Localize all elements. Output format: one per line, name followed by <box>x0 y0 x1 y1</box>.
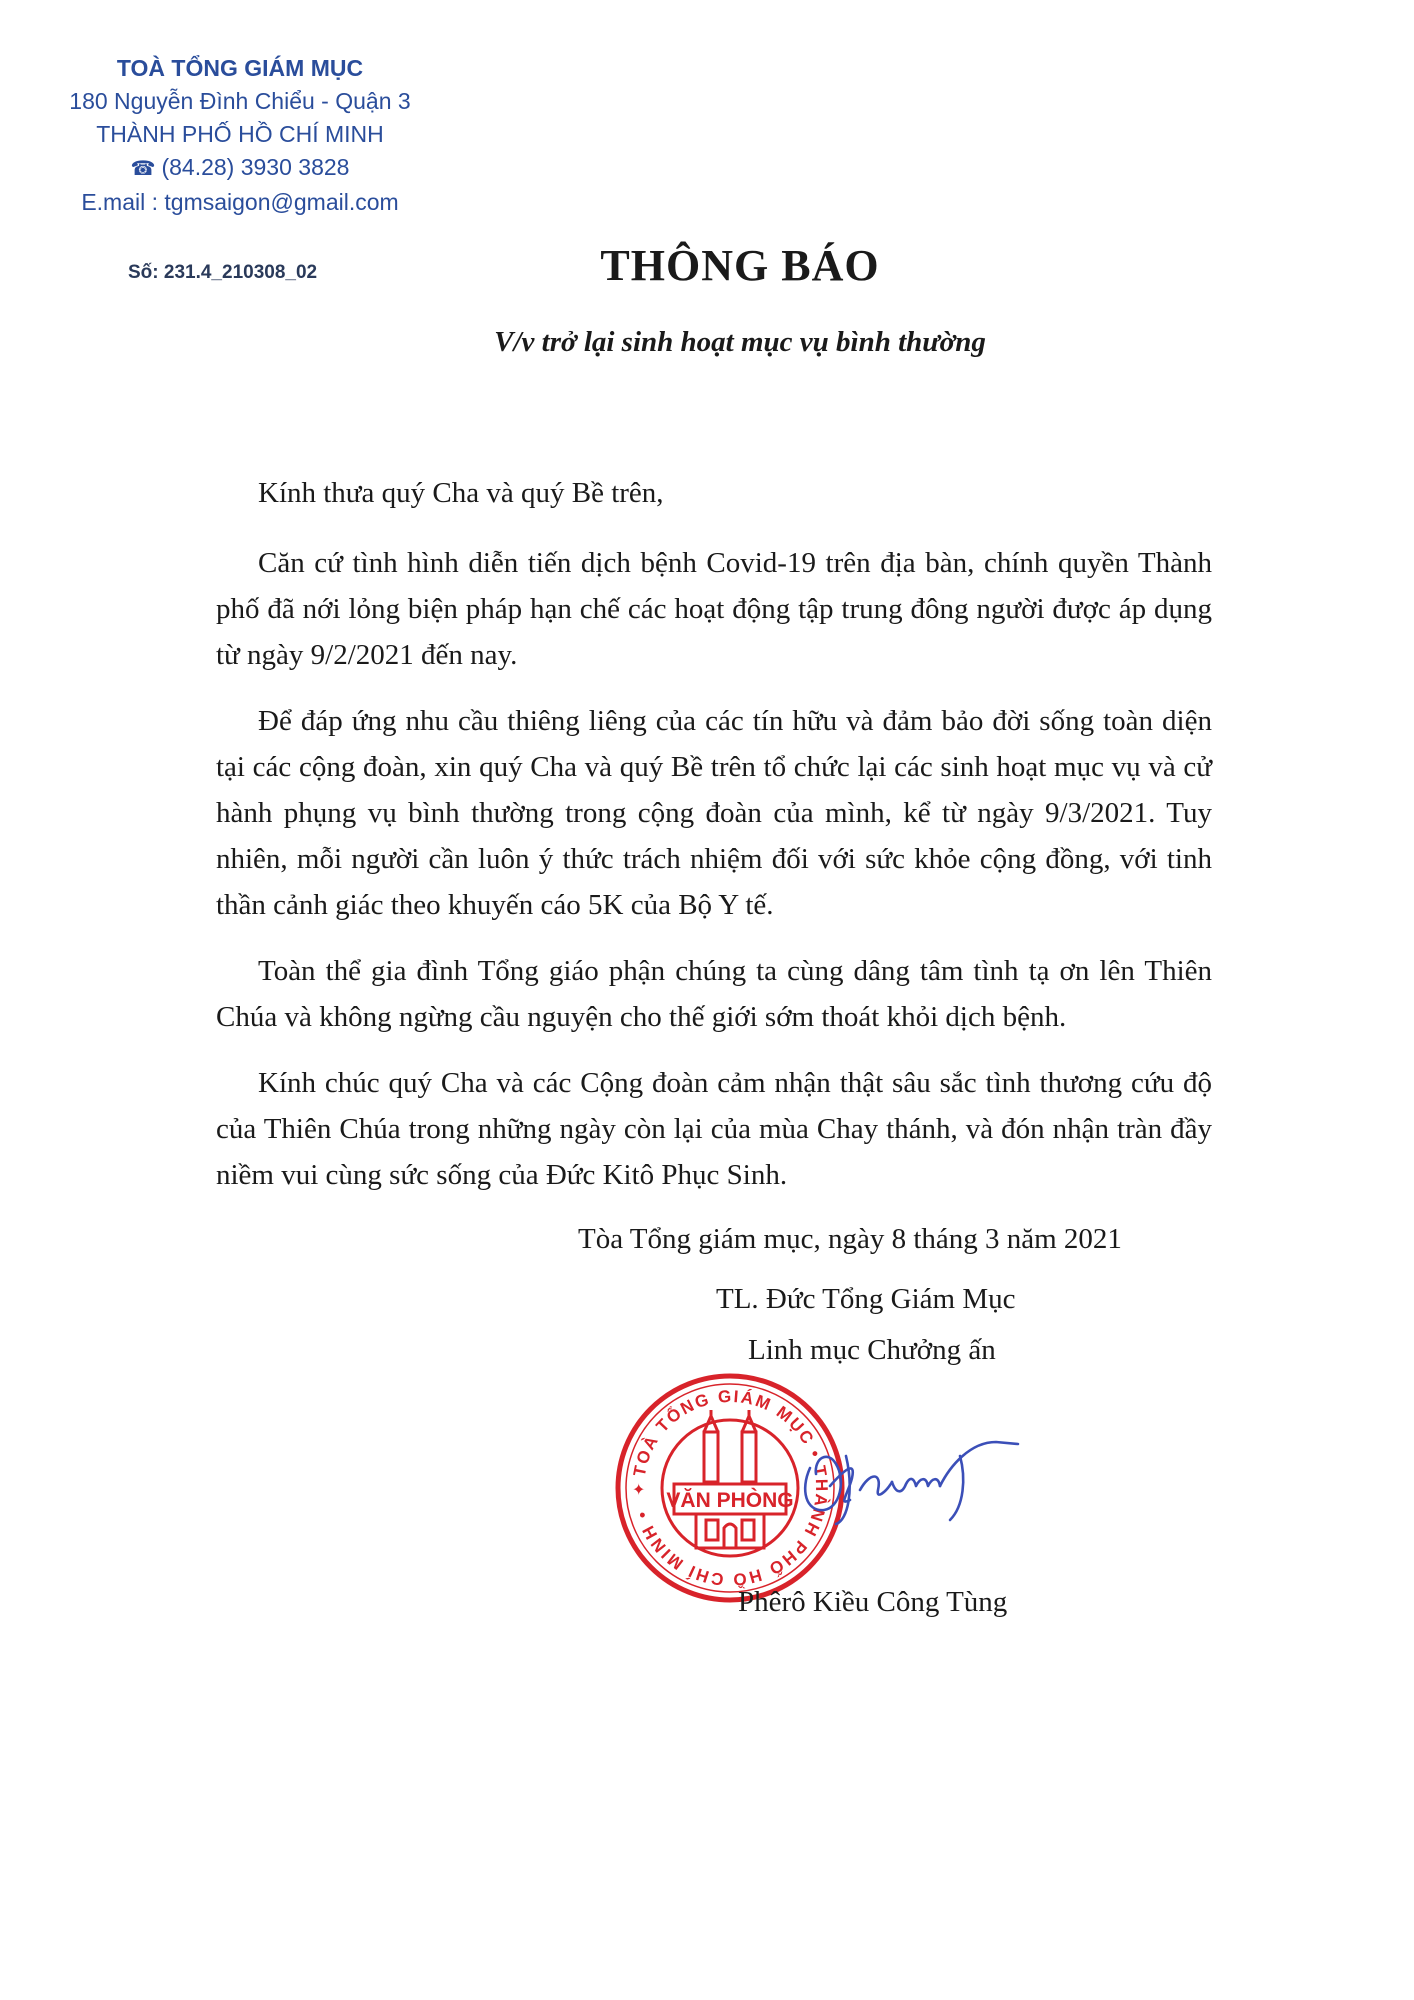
reference-number: Số: 231.4_210308_02 <box>128 262 318 283</box>
signatory-name: Phêrô Kiều Công Tùng <box>738 1586 1008 1618</box>
greeting: Kính thưa quý Cha và quý Bề trên, <box>258 477 664 509</box>
seal-ring-text: TOÀ TỔNG GIÁM MỤC • THÀNH PHỐ HỒ CHÍ MINH • <box>629 1386 832 1590</box>
paragraph: Toàn thể gia đình Tổng giáo phận chúng ta cùng dâng tâm tình tạ ơn lên Thiên Chúa và không ngừng cầu nguyện cho thế giới sớm thoát khỏi dịch bệnh. <box>216 955 1212 1033</box>
paragraph: Để đáp ứng nhu cầu thiêng liêng của các tín hữu và đảm bảo đời sống toàn diện tại các cộng đoàn, xin quý Cha và quý Bề trên tổ chức lại các sinh hoạt mục vụ và cử hành phụng vụ bình thường trong cộng đoàn của mình, kể từ ngày 9/3/2021. Tuy nhiên, mỗi người cần luôn ý thức trách nhiệm đối với sức khỏe cộng đồng, với tinh thần cảnh giác theo khuyến cáo 5K của Bộ Y tế. <box>216 705 1212 921</box>
org-email: E.mail : tgmsaigon@gmail.com <box>81 189 399 215</box>
signature-on-behalf: TL. Đức Tổng Giám Mục <box>716 1283 1016 1315</box>
signature-role: Linh mục Chưởng ấn <box>748 1334 996 1366</box>
phone-icon: ☎ <box>130 158 156 180</box>
signature-place-date: Tòa Tổng giám mục, ngày 8 tháng 3 năm 2021 <box>578 1223 1122 1255</box>
paragraph: Căn cứ tình hình diễn tiến dịch bệnh Covid-19 trên địa bàn, chính quyền Thành phố đã nới lỏng biện pháp hạn chế các hoạt động tập trung đông người được áp dụng từ ngày 9/2/2021 đến nay. <box>216 547 1212 671</box>
org-city: THÀNH PHỐ HỒ CHÍ MINH <box>96 121 384 147</box>
sender-header <box>40 52 440 219</box>
org-address: 180 Nguyễn Đình Chiểu - Quận 3 <box>69 88 411 114</box>
document-title: THÔNG BÁO <box>600 241 880 290</box>
org-phone-line <box>40 151 440 186</box>
signature-mark <box>790 1420 1030 1530</box>
seal-center-text: VĂN PHÒNG <box>666 1489 794 1512</box>
paragraph: Kính chúc quý Cha và các Cộng đoàn cảm nhận thật sâu sắc tình thương cứu độ của Thiên Chúa trong những ngày còn lại của mùa Chay thánh, và đón nhận tràn đầy niềm vui cùng sức sống của Đức Kitô Phục Sinh. <box>216 1067 1212 1191</box>
letter-body <box>216 470 1212 1218</box>
svg-text:✦: ✦ <box>632 1480 646 1499</box>
org-name: TOÀ TỔNG GIÁM MỤC <box>116 55 364 81</box>
org-phone: (84.28) 3930 3828 <box>161 154 350 180</box>
document-subtitle: V/v trở lại sinh hoạt mục vụ bình thường <box>494 326 986 358</box>
